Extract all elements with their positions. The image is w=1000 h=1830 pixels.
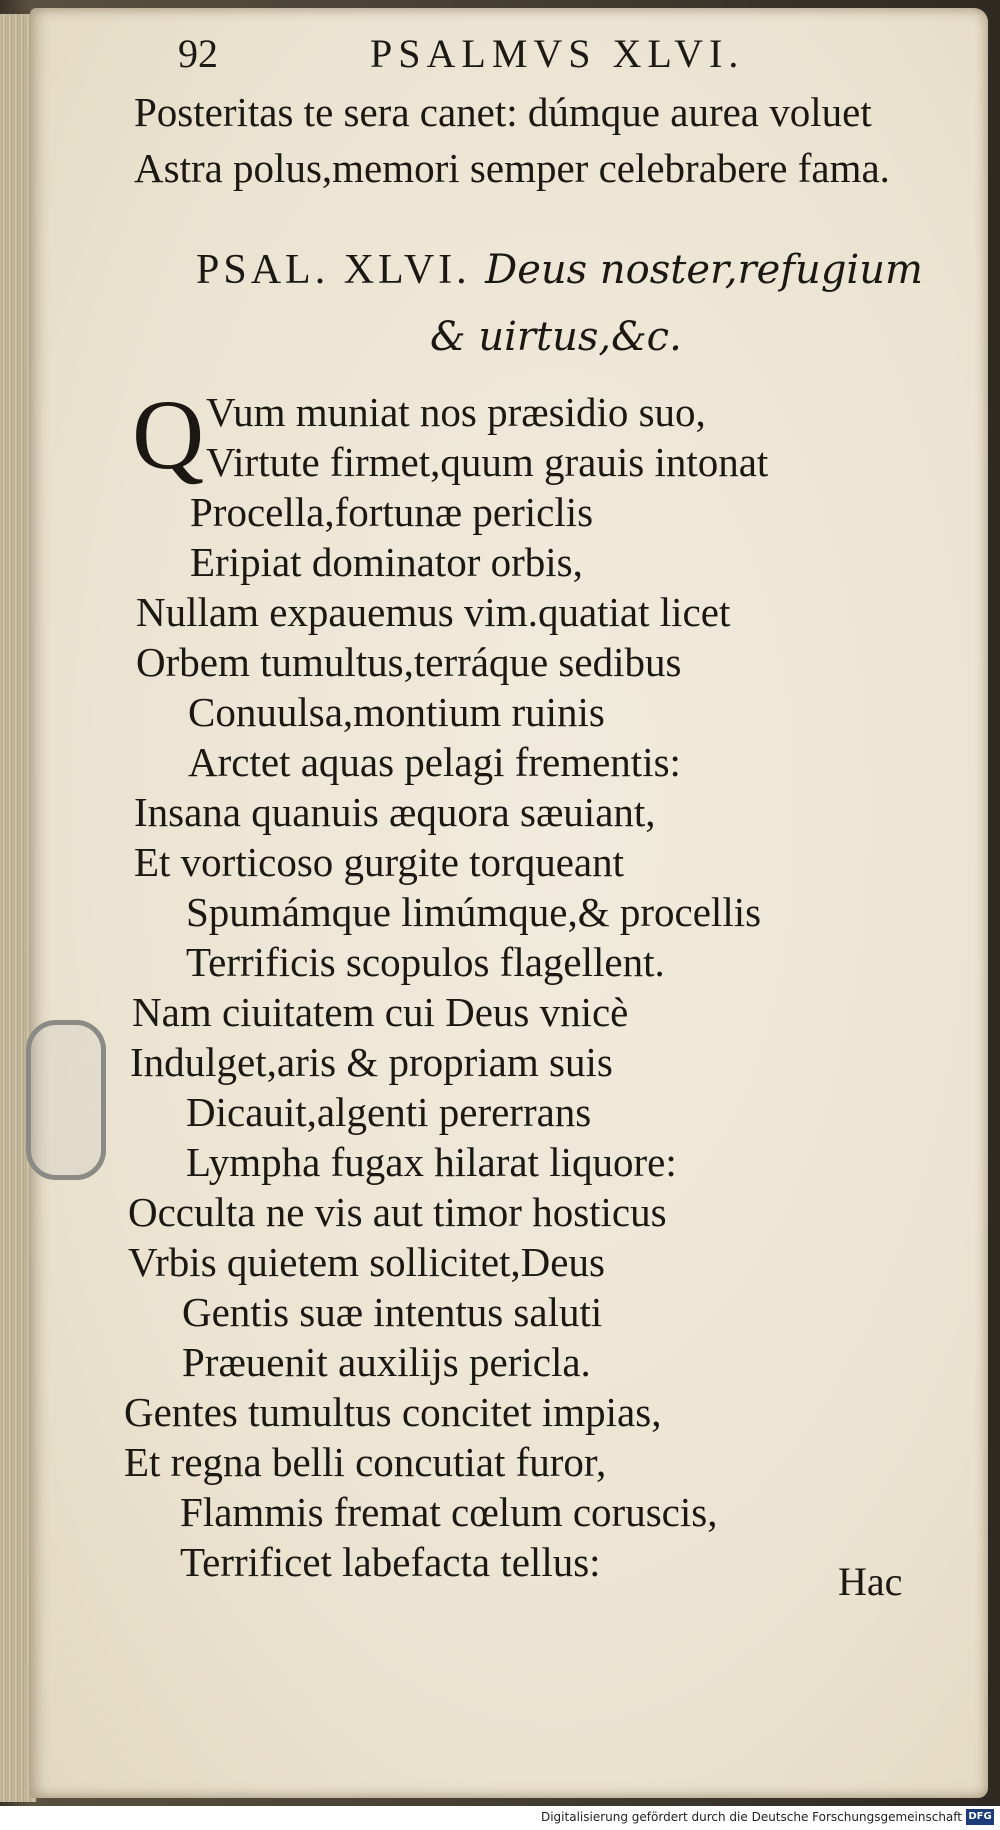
preceding-line: Posteritas te sera canet: dúmque aurea voluet xyxy=(134,89,872,135)
verse-line: Lympha fugax hilarat liquore: xyxy=(186,1139,677,1185)
verse-line: Conuulsa,montium ruinis xyxy=(188,689,605,735)
verse-line: Præuenit auxilijs pericla. xyxy=(182,1339,591,1385)
verse-line: Procella,fortunæ periclis xyxy=(190,489,594,535)
drop-cap: Q xyxy=(132,379,205,490)
preceding-line: Astra polus,memori semper celebrabere fama. xyxy=(134,145,890,191)
psalm-incipit-continued: & uirtus,&c. xyxy=(430,314,682,360)
verse-line: Gentes tumultus concitet impias, xyxy=(124,1389,662,1435)
verse-line: Orbem tumultus,terráque sedibus xyxy=(136,639,682,685)
verse-line: Nullam expauemus vim.quatiat licet xyxy=(136,589,731,635)
psalm-title xyxy=(196,246,923,294)
verse-line: Terrificet labefacta tellus: xyxy=(180,1539,601,1585)
verse-line: Insana quanuis æquora sæuiant, xyxy=(134,789,656,835)
page-number: 92 xyxy=(178,31,218,76)
verse-line: Vum muniat nos præsidio suo, xyxy=(206,389,706,435)
verse-line: Vrbis quietem sollicitet,Deus xyxy=(128,1239,605,1285)
psalm-label: PSAL. XLVI. xyxy=(196,247,471,293)
verse-line: Terrificis scopulos flagellent. xyxy=(186,939,665,985)
catchword: Hac xyxy=(838,1559,903,1604)
verse-line: Nam ciuitatem cui Deus vnicè xyxy=(132,989,629,1035)
verse-line: Virtute firmet,quum grauis intonat xyxy=(206,439,769,485)
verse-line: Et regna belli concutiat furor, xyxy=(124,1439,607,1485)
funding-credit: Digitalisierung gefördert durch die Deutsche Forschungsgemeinschaft xyxy=(540,1810,962,1824)
dfg-logo: DFG xyxy=(966,1809,994,1825)
verse-line: Spumámque limúmque,& procellis xyxy=(186,889,762,935)
verse-line: Dicauit,algenti pererrans xyxy=(186,1089,592,1135)
verse-line: Arctet aquas pelagi frementis: xyxy=(188,739,681,785)
verse-line: Flammis fremat cœlum coruscis, xyxy=(180,1489,718,1535)
verse-line: Occulta ne vis aut timor hosticus xyxy=(128,1189,667,1235)
clasp-ring xyxy=(26,1020,106,1180)
psalm-incipit: Deus noster,refugium xyxy=(485,247,923,293)
verse-line: Et vorticoso gurgite torqueant xyxy=(134,839,624,885)
running-head: PSALMVS XLVI. xyxy=(370,31,745,76)
verse-line: Gentis suæ intentus saluti xyxy=(182,1289,603,1335)
verse-line: Indulget,aris & propriam suis xyxy=(130,1039,613,1085)
page-header xyxy=(0,24,1000,84)
verse-line: Eripiat dominator orbis, xyxy=(190,539,583,585)
digitization-footer xyxy=(0,1806,1000,1830)
